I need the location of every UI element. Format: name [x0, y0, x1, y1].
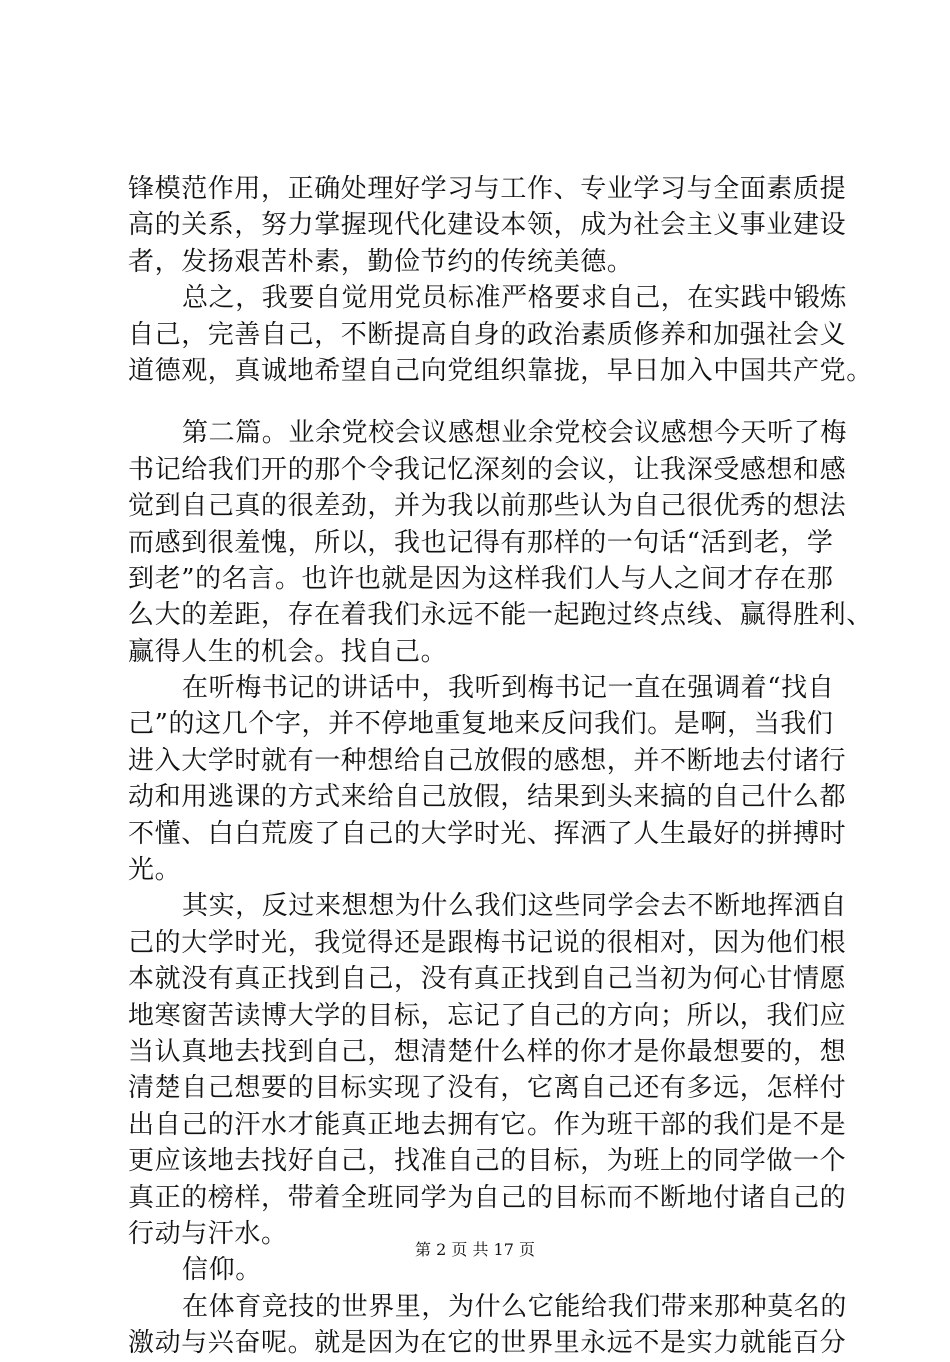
paragraph-3 — [128, 415, 873, 670]
page-number-footer: 第 2 页 共 17 页 — [415, 1240, 535, 1259]
text-line: 己”的这几个字，并不停地重复地来反问我们。是啊，当我们 — [128, 709, 834, 740]
text-line: 其实，反过来想想为什么我们这些同学会去不断地挥洒自 — [182, 891, 848, 922]
text-line: 出自己的汗水才能真正地去拥有它。作为班干部的我们是不是 — [128, 1109, 847, 1140]
text-line: 道德观，真诚地希望自己向党组织靠拢，早日加入中国共产党。 — [128, 355, 873, 386]
paragraph-2 — [128, 280, 873, 389]
text-line: 动和用逃课的方式来给自己放假，结果到头来搞的自己什么都 — [128, 782, 847, 813]
text-line: 而感到很羞愧，所以，我也记得有那样的一句话“活到老，学 — [128, 527, 834, 558]
text-line: 激动与兴奋呢。就是因为在它的世界里永远不是实力就能百分 — [128, 1328, 847, 1359]
text-line: 到老”的名言。也许也就是因为这样我们人与人之间才存在那 — [128, 563, 834, 594]
text-line: 己的大学时光，我觉得还是跟梅书记说的很相对，因为他们根 — [128, 927, 847, 958]
text-line: 者，发扬艰苦朴素，勤俭节约的传统美德。 — [128, 246, 634, 277]
text-line: 进入大学时就有一种想给自己放假的感想，并不断地去付诸行 — [128, 745, 847, 776]
text-line: 总之，我要自觉用党员标准严格要求自己，在实践中锻炼 — [182, 283, 848, 314]
text-line: 赢得人生的机会。找自己。 — [128, 636, 448, 667]
text-line: 本就没有真正找到自己，没有真正找到自己当初为何心甘情愿 — [128, 964, 847, 995]
text-line: 书记给我们开的那个令我记忆深刻的会议，让我深受感想和感 — [128, 454, 847, 485]
text-line: 在听梅书记的讲话中，我听到梅书记一直在强调着“找自 — [182, 673, 835, 704]
text-line: 第二篇。业余党校会议感想业余党校会议感想今天听了梅 — [182, 418, 848, 449]
paragraph-7 — [128, 1289, 848, 1362]
text-line: 锋模范作用，正确处理好学习与工作、专业学习与全面素质提 — [128, 174, 847, 204]
text-line: 清楚自己想要的目标实现了没有，它离自己还有多远，怎样付 — [128, 1073, 847, 1104]
text-line: 更应该地去找好自己，找准自己的目标，为班上的同学做一个 — [128, 1146, 847, 1177]
document-body — [128, 171, 873, 1362]
text-line: 觉到自己真的很差劲，并为我以前那些认为自己很优秀的想法 — [128, 491, 847, 522]
text-line: 在体育竞技的世界里，为什么它能给我们带来那种莫名的 — [182, 1291, 848, 1322]
text-line: 高的关系，努力掌握现代化建设本领，成为社会主义事业建设 — [128, 210, 847, 241]
paragraph-4 — [128, 670, 847, 888]
text-line: 真正的榜样，带着全班同学为自己的目标而不断地付诸自己的 — [128, 1182, 847, 1213]
text-line: 么大的差距，存在着我们永远不能一起跑过终点线、赢得胜利、 — [128, 600, 873, 631]
text-line: 行动与汗水。 — [128, 1218, 288, 1249]
text-line: 光。 — [128, 855, 182, 886]
text-line: 地寒窗苦读博大学的目标，忘记了自己的方向；所以，我们应 — [128, 1000, 847, 1031]
paragraph-1 — [128, 171, 847, 280]
text-line: 不懂、白白荒废了自己的大学时光、挥洒了人生最好的拼搏时 — [128, 818, 847, 849]
paragraph-gap — [128, 389, 840, 415]
text-line: 自己，完善自己，不断提高自身的政治素质修养和加强社会义 — [128, 319, 847, 350]
text-line: 当认真地去找到自己，想清楚什么样的你才是你最想要的，想 — [128, 1036, 847, 1067]
section-heading: 信仰。 — [182, 1255, 262, 1286]
paragraph-5 — [128, 888, 848, 1252]
